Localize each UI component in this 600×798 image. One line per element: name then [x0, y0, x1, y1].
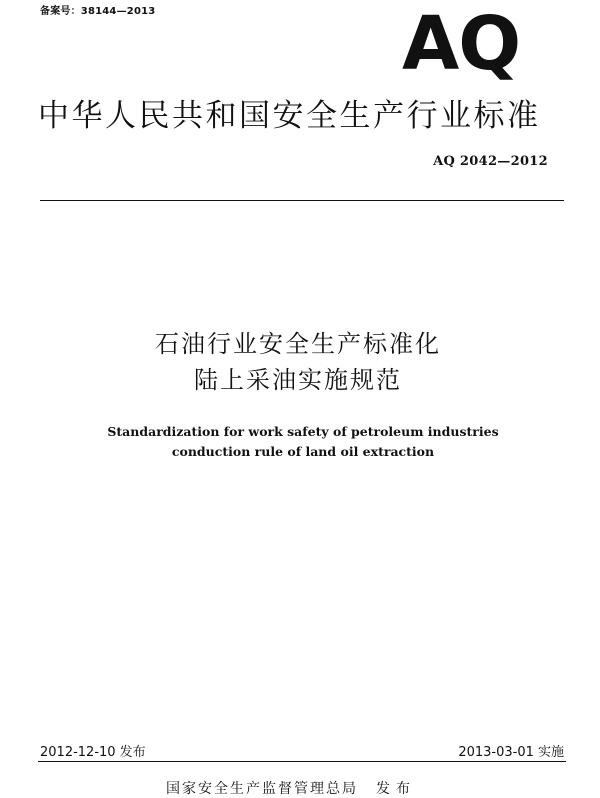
publish-label: 发布	[376, 781, 416, 797]
record-number: 备案号：38144—2013	[40, 6, 156, 17]
standard-type-heading: 中华人民共和国安全生产行业标准	[38, 98, 541, 134]
title-english-line-1: Standardization for work safety of petroleum industries	[107, 424, 499, 439]
publisher-line	[166, 778, 416, 798]
footer-divider	[38, 761, 566, 762]
publisher-name: 国家安全生产监督管理总局	[166, 781, 358, 797]
standard-code: AQ 2042—2012	[433, 154, 548, 169]
title-chinese-line-1: 石油行业安全生产标准化	[155, 330, 441, 358]
header-divider	[40, 200, 564, 201]
implementation-date: 2013-03-01 实施	[458, 745, 564, 760]
title-english-line-2: conduction rule of land oil extraction	[171, 444, 435, 459]
aq-logo: AQ	[402, 1, 521, 87]
issue-date: 2012-12-10 发布	[40, 745, 146, 760]
title-chinese-line-2: 陆上采油实施规范	[194, 366, 402, 394]
